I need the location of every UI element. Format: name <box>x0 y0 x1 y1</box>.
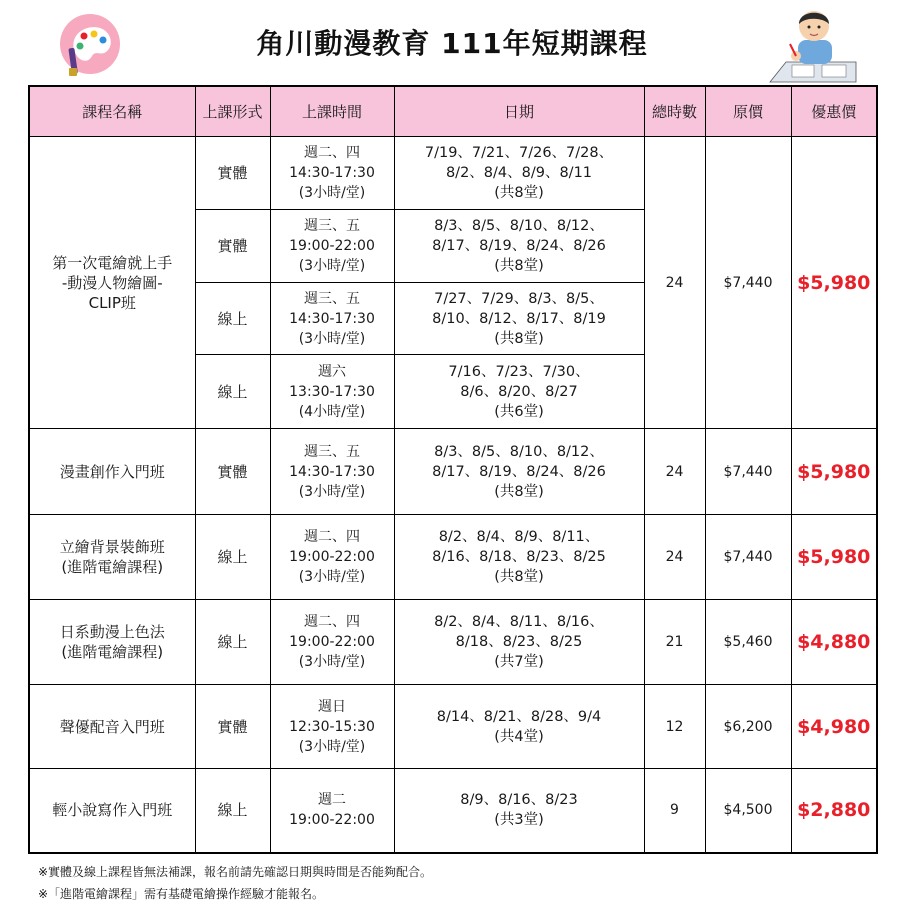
class-mode: 實體 <box>195 210 270 283</box>
page-title: 角川動漫教育 111年短期課程 <box>256 27 648 60</box>
class-dates <box>394 283 644 355</box>
time-range: 19:00-22:00 <box>289 634 375 650</box>
time-days: 週三、五 <box>304 443 360 460</box>
class-time <box>270 429 394 515</box>
course-name-line: 立繪背景裝飾班 <box>59 538 165 556</box>
dates-count: (共6堂) <box>494 403 544 420</box>
student-drawing-illustration <box>766 4 860 84</box>
footnote-line: ※「進階電繪課程」需有基礎電繪操作經驗才能報名。 <box>38 887 325 901</box>
dates-line: 8/2、8/4、8/9、8/11、 <box>438 529 600 545</box>
dates-count: (共3堂) <box>494 812 544 829</box>
dates-count: (共8堂) <box>494 483 544 500</box>
dates-line: 8/10、8/12、8/17、8/19 <box>432 310 606 327</box>
dates-line: 7/27、7/29、8/3、8/5、 <box>434 290 604 307</box>
time-per-session: (3小時/堂) <box>298 483 366 500</box>
table-row <box>29 137 877 210</box>
total-hours: 24 <box>644 429 705 515</box>
sale-price: $2,880 <box>791 769 877 853</box>
time-days: 週六 <box>318 363 346 380</box>
dates-count: (共7堂) <box>494 654 544 670</box>
dates-line: 8/6、8/20、8/27 <box>460 383 578 400</box>
class-time <box>270 515 394 600</box>
class-dates <box>394 210 644 283</box>
class-dates <box>394 769 644 853</box>
total-hours: 21 <box>644 600 705 685</box>
dates-line: 8/14、8/21、8/28、9/4 <box>436 708 602 725</box>
class-dates <box>394 137 644 210</box>
dates-line: 8/9、8/16、8/23 <box>460 792 578 809</box>
table-row <box>29 685 877 769</box>
column-header-time: 上課時間 <box>270 86 394 137</box>
dates-line: 8/3、8/5、8/10、8/12、 <box>434 443 604 460</box>
time-range: 19:00-22:00 <box>289 812 375 829</box>
dates-line: 8/2、8/4、8/9、8/11 <box>445 165 593 181</box>
table-row <box>29 769 877 853</box>
dates-count: (共8堂) <box>494 258 544 274</box>
class-dates <box>394 685 644 769</box>
course-name-line: -動漫人物繪圖- <box>61 273 163 292</box>
class-mode: 實體 <box>195 429 270 515</box>
sale-price: $5,980 <box>791 137 877 429</box>
original-price: $7,440 <box>705 429 791 515</box>
total-hours: 12 <box>644 685 705 769</box>
class-mode: 線上 <box>195 283 270 355</box>
time-range: 19:00-22:00 <box>289 549 375 565</box>
time-per-session: (4小時/堂) <box>298 403 366 420</box>
course-name-line: CLIP班 <box>88 293 136 312</box>
footnotes <box>38 861 432 905</box>
dates-line: 8/3、8/5、8/10、8/12、 <box>434 218 604 234</box>
course-name-line: (進階電繪課程) <box>61 558 164 576</box>
original-price: $7,440 <box>705 515 791 600</box>
course-name-line: (進階電繪課程) <box>61 643 164 661</box>
sale-price: $4,880 <box>791 600 877 685</box>
time-days: 週三、五 <box>304 218 360 234</box>
course-name <box>29 600 195 685</box>
time-per-session: (3小時/堂) <box>298 258 366 274</box>
time-days: 週二、四 <box>304 614 360 630</box>
class-time <box>270 283 394 355</box>
dates-line: 8/2、8/4、8/11、8/16、 <box>434 614 604 630</box>
sale-price: $5,980 <box>791 429 877 515</box>
class-mode: 線上 <box>195 600 270 685</box>
table-header-row <box>29 86 877 137</box>
table-row <box>29 600 877 685</box>
column-header-mode: 上課形式 <box>195 86 270 137</box>
time-days: 週日 <box>318 698 346 715</box>
course-name <box>29 515 195 600</box>
time-range: 12:30-15:30 <box>289 718 375 735</box>
page-header <box>0 0 904 84</box>
table-row <box>29 515 877 600</box>
course-name <box>29 137 195 429</box>
class-dates <box>394 600 644 685</box>
class-time <box>270 600 394 685</box>
dates-line: 8/17、8/19、8/24、8/26 <box>432 238 606 254</box>
total-hours: 9 <box>644 769 705 853</box>
course-name-line: 第一次電繪就上手 <box>52 253 173 272</box>
original-price: $6,200 <box>705 685 791 769</box>
column-header-price: 原價 <box>705 86 791 137</box>
class-time <box>270 137 394 210</box>
time-per-session: (3小時/堂) <box>298 330 366 347</box>
original-price: $7,440 <box>705 137 791 429</box>
time-range: 14:30-17:30 <box>289 165 375 181</box>
class-mode: 線上 <box>195 769 270 853</box>
time-per-session: (3小時/堂) <box>298 185 366 201</box>
time-per-session: (3小時/堂) <box>298 654 366 670</box>
time-range: 14:30-17:30 <box>289 463 375 480</box>
class-dates <box>394 515 644 600</box>
column-header-dates: 日期 <box>394 86 644 137</box>
course-name-line: 日系動漫上色法 <box>59 623 165 641</box>
original-price: $5,460 <box>705 600 791 685</box>
dates-count: (共4堂) <box>494 728 544 745</box>
total-hours: 24 <box>644 515 705 600</box>
time-per-session: (3小時/堂) <box>298 738 366 755</box>
course-schedule-table <box>28 85 878 854</box>
class-time <box>270 210 394 283</box>
dates-count: (共8堂) <box>494 185 544 201</box>
column-header-hours: 總時數 <box>644 86 705 137</box>
course-name: 漫畫創作入門班 <box>29 429 195 515</box>
dates-line: 7/16、7/23、7/30、 <box>448 363 590 380</box>
class-mode: 實體 <box>195 137 270 210</box>
sale-price: $4,980 <box>791 685 877 769</box>
table-row <box>29 429 877 515</box>
dates-line: 8/16、8/18、8/23、8/25 <box>432 549 606 565</box>
time-days: 週二 <box>318 792 346 809</box>
time-range: 13:30-17:30 <box>289 383 375 400</box>
class-time <box>270 355 394 429</box>
time-per-session: (3小時/堂) <box>298 569 366 585</box>
time-range: 14:30-17:30 <box>289 310 375 327</box>
dates-line: 8/17、8/19、8/24、8/26 <box>432 463 606 480</box>
time-days: 週三、五 <box>304 290 360 307</box>
class-time <box>270 769 394 853</box>
class-mode: 實體 <box>195 685 270 769</box>
time-days: 週二、四 <box>304 529 360 545</box>
course-name: 聲優配音入門班 <box>29 685 195 769</box>
original-price: $4,500 <box>705 769 791 853</box>
class-mode: 線上 <box>195 355 270 429</box>
sale-price: $5,980 <box>791 515 877 600</box>
time-range: 19:00-22:00 <box>289 238 375 254</box>
class-time <box>270 685 394 769</box>
dates-count: (共8堂) <box>494 330 544 347</box>
column-header-sale-price: 優惠價 <box>791 86 877 137</box>
class-dates <box>394 429 644 515</box>
dates-line: 7/19、7/21、7/26、7/28、 <box>424 145 614 161</box>
time-days: 週二、四 <box>304 145 360 161</box>
dates-line: 8/18、8/23、8/25 <box>455 634 583 650</box>
class-dates <box>394 355 644 429</box>
class-mode: 線上 <box>195 515 270 600</box>
total-hours: 24 <box>644 137 705 429</box>
course-name: 輕小說寫作入門班 <box>29 769 195 853</box>
footnote-line: ※實體及線上課程皆無法補課，報名前請先確認日期與時間是否能夠配合。 <box>38 865 433 879</box>
dates-count: (共8堂) <box>494 569 544 585</box>
column-header-course-name: 課程名稱 <box>29 86 195 137</box>
